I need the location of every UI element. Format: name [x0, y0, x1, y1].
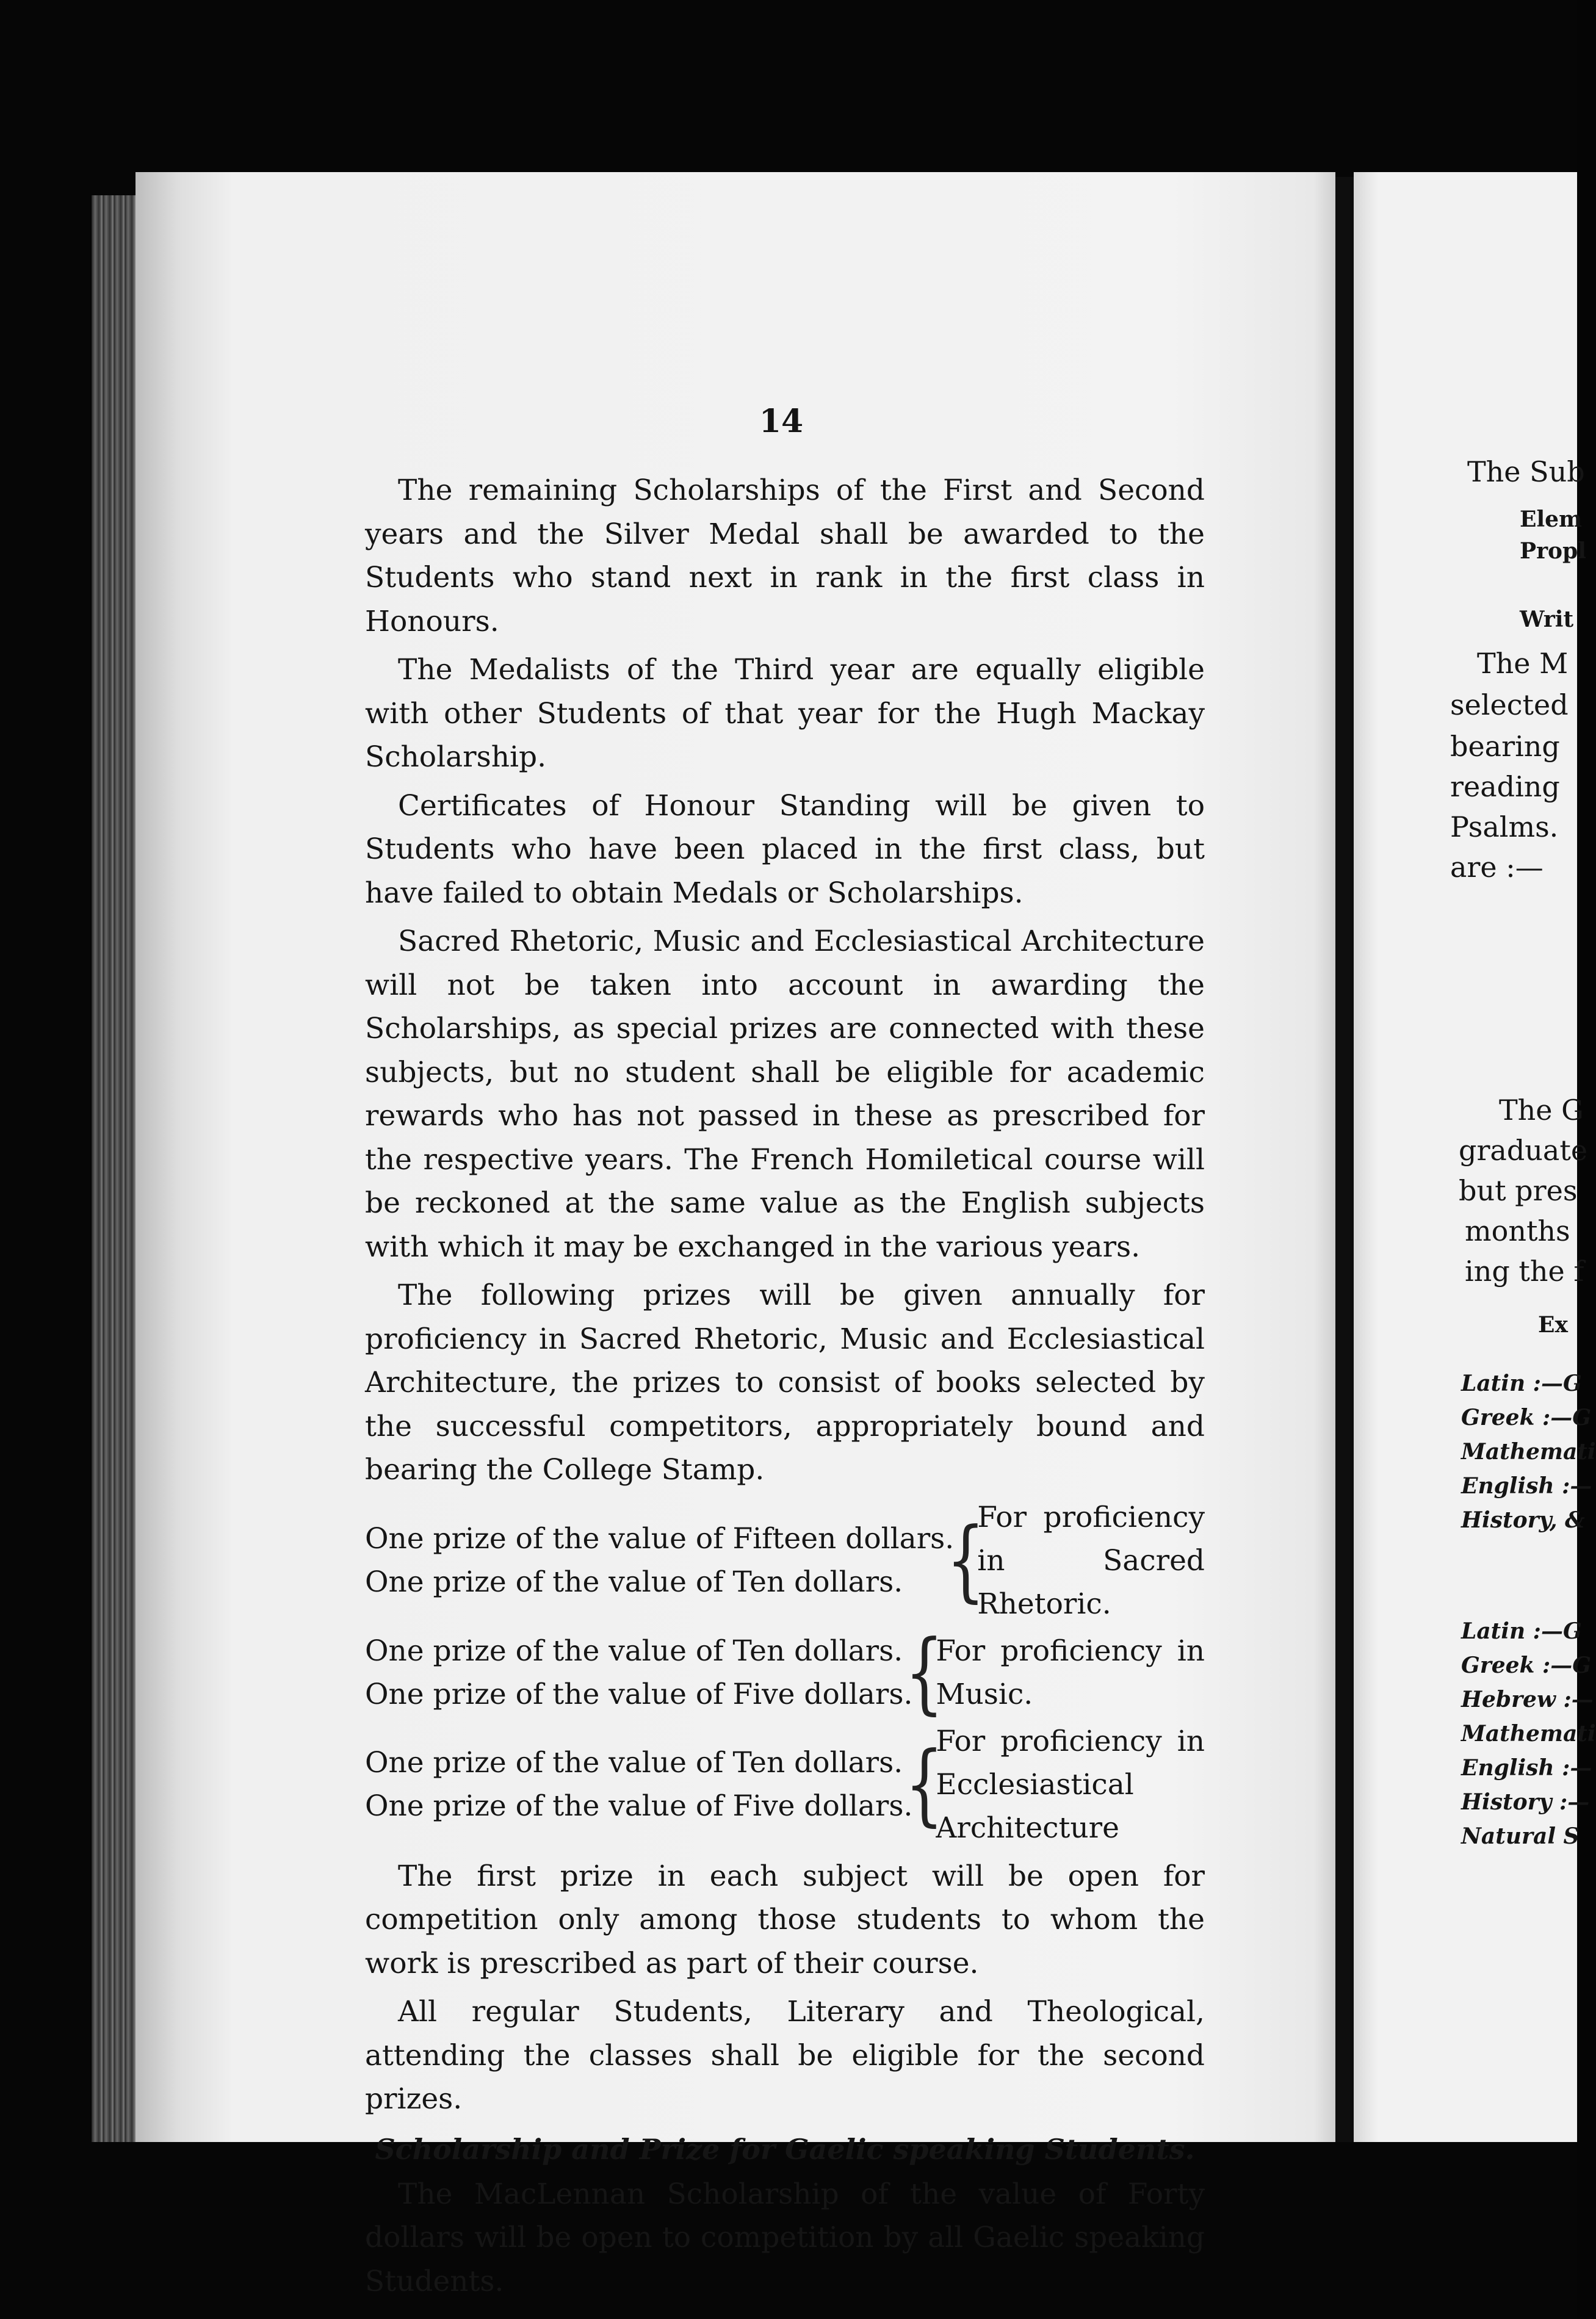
paragraph-maclennan: The MacLennan Scholarship of the value of Forty dollars will be open to competition by all Gaelic speaking Students. — [365, 2177, 1205, 2298]
prize-description: For proficiency in Ecclesiastical Architecture — [936, 1724, 1205, 1845]
paragraph-medalists: The Medalists of the Third year are equally eligible with other Students of that year for the Hugh Mackay Scholarship. — [365, 653, 1205, 774]
paragraph-scholarships: The remaining Scholarships of the First and Second years and the Silver Medal shall be awarded to the Students who stand next in rank in the first class in Honours. — [365, 474, 1205, 638]
right-page-line: are :— — [1450, 851, 1544, 884]
right-page-line: Propl — [1520, 538, 1586, 564]
right-page-line: Mathemati — [1461, 1439, 1596, 1465]
paragraph-regular-students: All regular Students, Literary and Theological, attending the classes shall be eligible for the second prizes. — [365, 1995, 1205, 2116]
paragraph-following-prizes: The following prizes will be given annually for proficiency in Sacred Rhetoric, Music and Ecclesiastical Architecture, the prizes to consist of books selected by the successful competitors, appropriately bound and bearing the College Stamp. — [365, 1279, 1205, 1487]
paragraph-sacred-rhetoric: Sacred Rhetoric, Music and Ecclesiastical Architecture will not be taken into account in awarding the Scholarships, as special prizes are connected with these subjects, but no student shall be eligible for academic rewards who has not passed in these as prescribed for the respective years. The French Homiletical course will be reckoned at the same value as the English subjects with which it may be exchanged in the various years. — [365, 925, 1205, 1264]
prize-line: One prize of the value of Ten dollars. — [365, 1746, 903, 1780]
prize-line: One prize of the value of Fifteen dollars. — [365, 1522, 955, 1556]
right-page-line: English :— — [1461, 1473, 1592, 1499]
right-page-line: Greek :—G — [1461, 1405, 1592, 1430]
right-page-line: ing the f — [1465, 1255, 1584, 1288]
book-gutter — [1335, 177, 1354, 2142]
right-page-line: Latin :—G — [1461, 1618, 1582, 1644]
brace-symbol: { — [905, 1732, 944, 1836]
right-page-line: History, & — [1461, 1507, 1585, 1533]
left-page-text — [365, 469, 1205, 2303]
right-page-line: selected — [1450, 688, 1569, 721]
right-page-line: Writ — [1520, 607, 1574, 632]
page-number: 14 — [759, 403, 804, 440]
prize-description: For proficiency in Music. — [936, 1634, 1205, 1711]
right-page-line: Psalms. — [1450, 810, 1559, 843]
right-page-line: The G — [1499, 1094, 1584, 1127]
paragraph-first-prize: The first prize in each subject will be open for competition only among those students to whom the work is prescribed as part of their course. — [365, 1859, 1205, 1980]
right-page-line: Hebrew :— — [1461, 1687, 1594, 1712]
right-page-line: months — [1465, 1214, 1570, 1247]
right-page-line: Ex — [1538, 1312, 1568, 1338]
right-page-line: Mathemati — [1461, 1721, 1596, 1747]
right-page-line: English :— — [1461, 1755, 1592, 1781]
prize-description: For proficiency in Sacred Rhetoric. — [977, 1500, 1205, 1621]
right-page-line: Elem — [1520, 507, 1583, 532]
paragraph-certificates: Certificates of Honour Standing will be given to Students who have been placed in the first class, but have failed to obtain Medals or Scholarships. — [365, 788, 1205, 910]
right-page-line: Latin :—G — [1461, 1371, 1582, 1396]
prize-line: One prize of the value of Five dollars. — [365, 1789, 913, 1823]
prize-line: One prize of the value of Five dollars. — [365, 1677, 913, 1711]
brace-symbol: { — [905, 1620, 944, 1724]
right-page-line: The M — [1477, 647, 1569, 680]
prize-line: One prize of the value of Ten dollars. — [365, 1634, 903, 1668]
right-page-line: but pres — [1459, 1174, 1578, 1207]
brace-symbol: { — [946, 1508, 986, 1612]
prize-block-music — [365, 1620, 1205, 1724]
right-page-line: History :— — [1461, 1789, 1590, 1815]
prize-block-rhetoric — [365, 1496, 1205, 1626]
right-page-line: Natural S — [1461, 1823, 1580, 1849]
right-page-line: Greek :—G — [1461, 1653, 1592, 1678]
section-heading-gaelic: Scholarship and Prize for Gaelic speaking Students. — [375, 2132, 1195, 2166]
right-page-line: bearing — [1450, 730, 1560, 763]
right-page-line: reading — [1450, 770, 1560, 803]
right-page-line: graduate — [1459, 1134, 1588, 1167]
right-page-line: The Sub — [1467, 455, 1585, 488]
prize-line: One prize of the value of Ten dollars. — [365, 1565, 903, 1599]
prize-block-architecture — [365, 1720, 1205, 1850]
